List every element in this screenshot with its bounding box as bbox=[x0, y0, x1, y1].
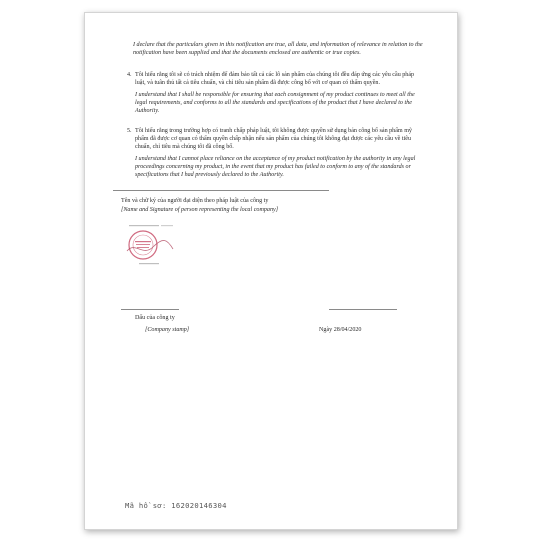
stamp-line bbox=[121, 309, 179, 310]
clause-number: 4. bbox=[127, 72, 132, 78]
clause-4 bbox=[127, 71, 425, 115]
clause-en: I understand that I cannot place reliance on the acceptance of my product notification by the authority in any legal proceedings concerning my product, in the event that my product has failed to conform to any of the standards or specifications that I had previously declared to the Authority. bbox=[135, 156, 416, 178]
signature-label-vi: Tên và chữ ký của người đại diện theo pháp luật của công ty bbox=[121, 198, 269, 204]
clause-5 bbox=[127, 127, 425, 179]
signature-stamp-image bbox=[123, 221, 183, 271]
clause-en: I understand that I shall be responsible for ensuring that each consignment of my product continues to meet all the legal requirements, and conforms to all the standards and specifications of the product that I have declared to the Authority. bbox=[135, 92, 415, 114]
declaration-en: I declare that the particulars given in this notification are true, all data, and information of relevance in relation to the notification have been supplied and that the documents enclosed are authentic or true copies. bbox=[133, 42, 423, 56]
document-page bbox=[84, 12, 458, 530]
company-stamp-label-vi: Dấu của công ty bbox=[135, 315, 175, 321]
date-text: Ngày 28/04/2020 bbox=[319, 327, 362, 333]
declaration-block bbox=[133, 41, 423, 57]
signature-label-en: [Name and Signature of person representing the local company] bbox=[121, 207, 279, 213]
clause-vi: Tôi hiểu rằng trong trường hợp có tranh chấp pháp luật, tôi không được quyền sử dụng bản công bố sản phẩm mỹ phẩm đã được cơ quan có thẩm quyền chấp nhận nếu sản phẩm của chúng tôi không đạt được các yêu cầu về tiêu chuẩn, chỉ tiêu mà chúng tôi đã công bố. bbox=[135, 128, 412, 150]
clause-number: 5. bbox=[127, 128, 132, 134]
date-line bbox=[329, 309, 397, 310]
signature-label bbox=[121, 197, 278, 215]
dossier-number: Mã hồ sơ: 162020146304 bbox=[125, 501, 227, 510]
company-stamp-label-en: [Company stamp] bbox=[145, 327, 190, 333]
separator-line bbox=[113, 190, 329, 191]
clause-vi: Tôi hiểu rằng tôi sẽ có trách nhiệm để đảm bảo tất cả các lô sản phẩm của chúng tôi đều đáp ứng các yêu cầu pháp luật, và tuân thủ tất cả tiêu chuẩn, và chỉ tiêu sản phẩm đã được công bố với cơ quan có thẩm quyền. bbox=[135, 72, 415, 86]
